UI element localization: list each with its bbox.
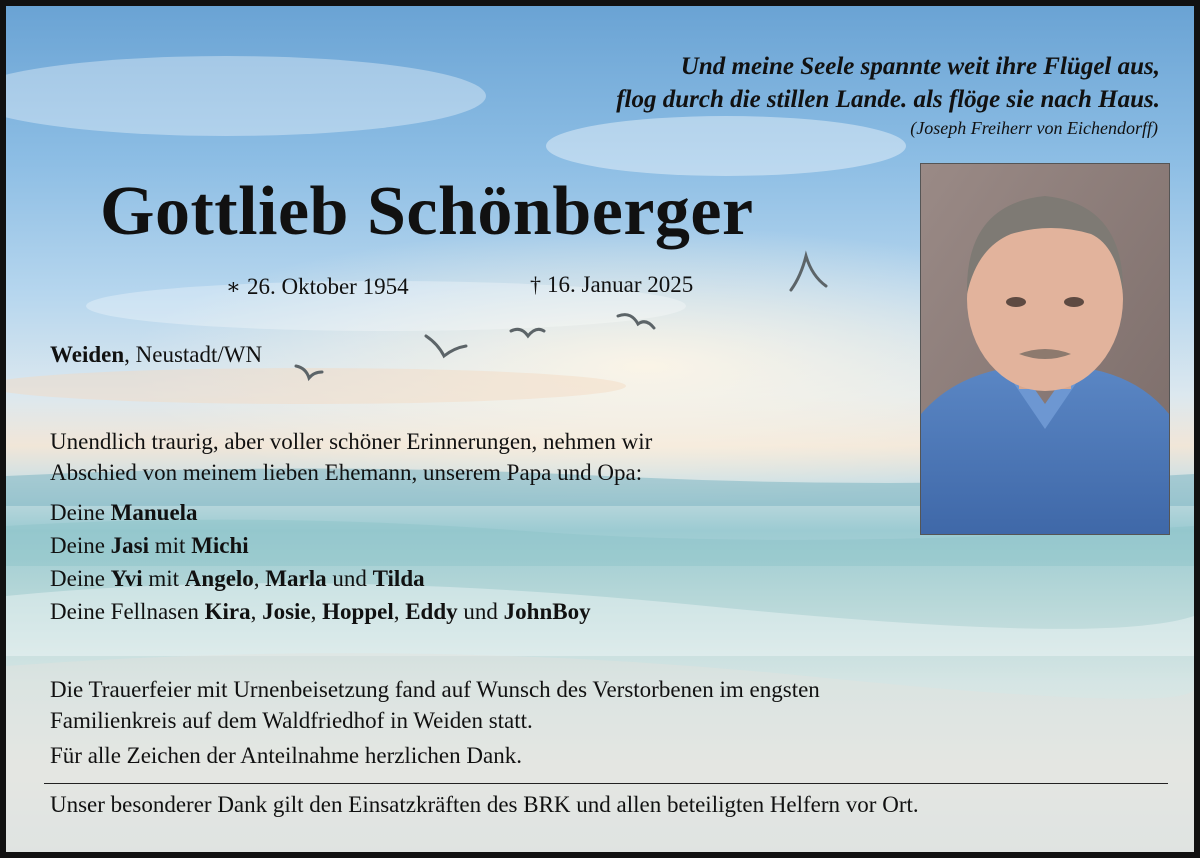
birth-star-icon: ∗ [226,274,241,299]
place-city: Weiden [50,342,125,367]
service-line-1: Die Trauerfeier mit Urnenbeisetzung fand auf Wunsch des Verstorbenen im engsten [50,677,820,702]
family-separator: mit [149,533,192,558]
family-name: Yvi [110,566,143,591]
intro-text [50,426,890,488]
place-line [50,342,262,368]
family-prefix: Deine [50,566,111,591]
family-separator: und [457,599,504,624]
family-prefix: Deine [50,500,111,525]
divider [44,783,1168,784]
thanks-text: Für alle Zeichen der Anteilnahme herzlichen Dank. [50,743,522,768]
intro-line-2: Abschied von meinem lieben Ehemann, unserem Papa und Opa: [50,460,643,485]
death-date: 16. Januar 2025 [547,272,694,297]
family-row [50,562,591,595]
family-separator: mit [142,566,185,591]
death-cross-icon: † [530,272,541,297]
family-name: Kira [204,599,251,624]
special-thanks-text: Unser besonderer Dank gilt den Einsatzkräften des BRK und allen beteiligten Helfern vor Ort. [50,792,919,817]
family-name: Hoppel [322,599,394,624]
birth-date: 26. Oktober 1954 [246,274,409,299]
family-prefix: Deine [50,533,111,558]
place-rest: , Neustadt/WN [124,342,263,367]
quote-author: (Joseph Freiherr von Eichendorff) [910,118,1158,138]
family-row [50,595,591,628]
family-row [50,496,591,529]
family-name: Tilda [372,566,425,591]
family-name: Manuela [110,500,198,525]
service-text [50,674,1150,736]
family-separator: , [393,599,406,624]
death-date-line [530,272,693,298]
family-row [50,529,591,562]
portrait-photo [920,163,1170,535]
deceased-name: Gottlieb Schönberger [100,173,754,250]
family-separator: und [326,566,373,591]
family-list [50,496,591,628]
family-separator: , [253,566,266,591]
family-name: Eddy [405,599,458,624]
birth-date-line [226,274,409,300]
service-line-2: Familienkreis auf dem Waldfriedhof in Weiden statt. [50,708,533,733]
family-name: Angelo [184,566,254,591]
quote-line-2: flog durch die stillen Lande. als flöge sie nach Haus. [616,86,1160,113]
family-name: Jasi [110,533,150,558]
family-name: Josie [262,599,311,624]
family-name: Marla [265,566,327,591]
intro-line-1: Unendlich traurig, aber voller schöner Erinnerungen, nehmen wir [50,429,653,454]
quote [616,50,1160,116]
family-prefix: Deine Fellnasen [50,599,205,624]
quote-line-1: Und meine Seele spannte weit ihre Flügel aus, [680,53,1160,80]
family-separator: , [310,599,323,624]
family-separator: , [250,599,263,624]
family-name: JohnBoy [503,599,591,624]
family-name: Michi [191,533,249,558]
